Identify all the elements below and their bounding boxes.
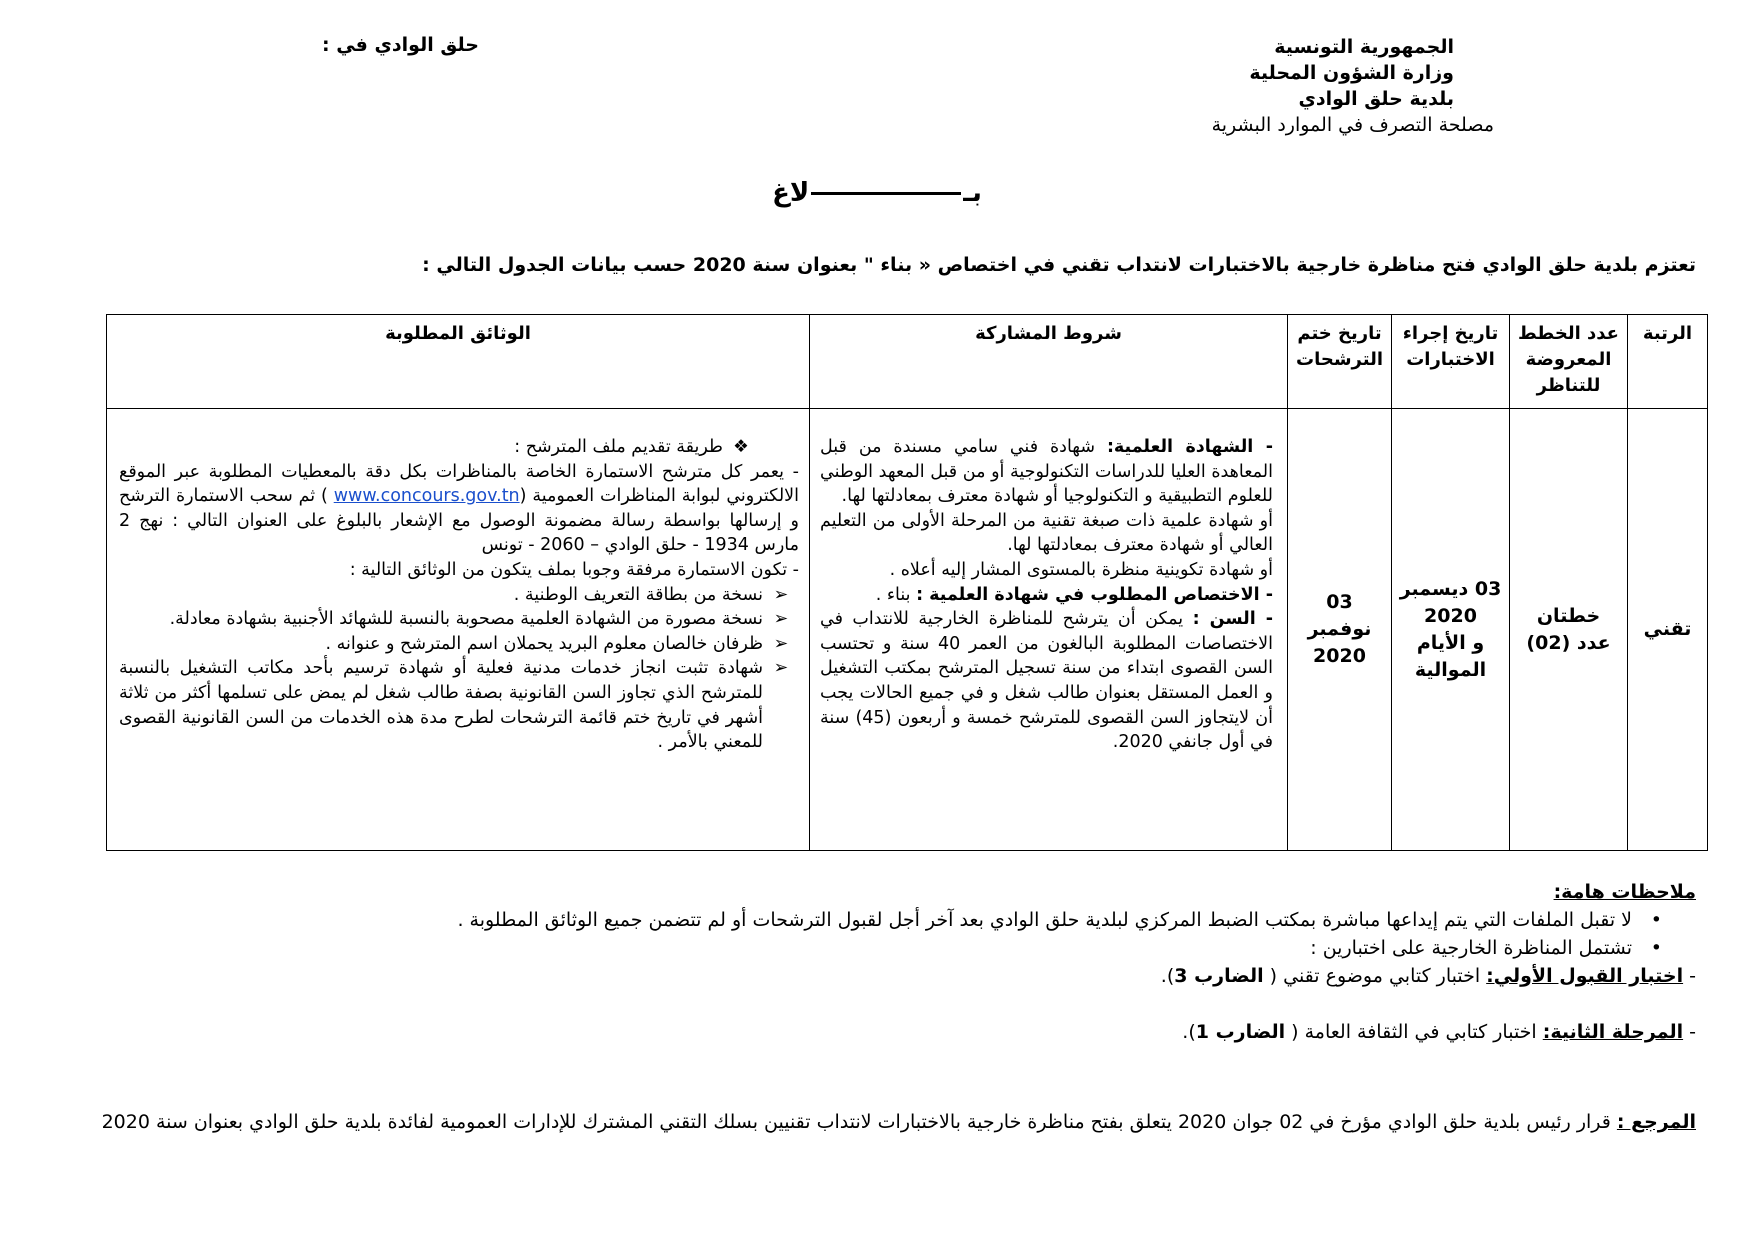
arrow-bullet-icon: ➢ (773, 633, 789, 654)
ministry-name: وزارة الشؤون المحلية (1249, 62, 1454, 84)
cell-conditions (810, 409, 1288, 851)
phase-1 (56, 962, 1696, 990)
phase-2-end: ). (1182, 1021, 1196, 1043)
diploma-label: - الشهادة العلمية: (1106, 437, 1273, 457)
header-closing-date: تاريخ ختم الترشحات (1288, 315, 1392, 409)
intro-text: تعتزم بلدية حلق الوادي فتح مناظرة خارجية بالاختبارات لانتداب تقني في اختصاص « بناء " بعنوان سنة 2020 حسب بيانات الجدول التالي : (422, 254, 1696, 276)
specialty-label: - الاختصاص المطلوب في شهادة العلمية : (916, 584, 1273, 605)
submission-paragraph (119, 460, 799, 558)
cell-documents (107, 409, 810, 851)
title-dash (811, 192, 961, 195)
header-conditions: شروط المشاركة (810, 315, 1288, 409)
phase-2-prefix: - (1683, 1021, 1696, 1043)
closing-year: 2020 (1313, 645, 1366, 667)
competition-table (106, 314, 1708, 851)
plans-count: عدد (02) (1526, 631, 1611, 654)
phase-1-label: اختبار القبول الأولي: (1486, 965, 1684, 987)
header-exam-date: تاريخ إجراء الاختبارات (1392, 315, 1510, 409)
age-text: يمكن أن يترشح للمناظرة الخارجية للانتداب في الاختصاصات المطلوبة البالغون من العمر 40 سنة و تحتسب السن القصوى ابتداء من سنة تسجيل المترشح بمكتب التشغيل و العمل المستقل بعنوان طالب شغل و في جميع الحالات يجب أن لايتجاوز السن القصوى للمترشح خمسة و أربعون (45) سنة في أول جانفي 2020. (820, 609, 1273, 753)
condition-alt-1: أو شهادة علمية ذات صبغة تقنية من المرحلة الأولى من التعليم العالي أو شهادة معترف بمعادلتها لها. (820, 510, 1273, 556)
condition-age (820, 607, 1273, 755)
exam-date-days: الموالية (1414, 658, 1487, 681)
document-item (119, 583, 799, 608)
diamond-bullet-icon: ❖ (733, 437, 749, 457)
document-item-text: نسخة مصورة من الشهادة العلمية مصحوبة بالنسبة للشهائد الأجنبية بشهادة معادلة. (169, 609, 763, 630)
closing-month: نوفمبر (1307, 618, 1372, 640)
document-item-text: شهادة تثبت انجاز خدمات مدنية فعلية أو شهادة ترسيم بأحد مكاتب التشغيل بالنسبة للمترشح الذي تجاوز السن القانونية بصفة طالب شغل لم يمض على تسلمها أكثر من ثلاثة أشهر في تاريخ ختم قائمة الترشحات لطرح مدة هذه الخدمات من السن القانونية القصوى للمعني بالأمر . (119, 658, 763, 753)
letterhead (1114, 34, 1494, 138)
note-text: لا تقبل الملفات التي يتم إيداعها مباشرة بمكتب الضبط المركزي لبلدية حلق الوادي بعد آخر أجل لقبول الترشحات أو لم تتضمن جميع الوثائق المطلوبة . (457, 909, 1632, 931)
title-end: لاغ (772, 178, 810, 208)
document-item (119, 656, 799, 754)
table-header-row (107, 315, 1708, 409)
submission-heading-text: طريقة تقديم ملف المترشح : (514, 437, 723, 457)
plans-value: خطتان (1536, 604, 1601, 627)
phase-1-text: اختبار كتابي موضوع تقني ( (1263, 965, 1487, 987)
reference-label: المرجع : (1616, 1111, 1696, 1133)
bullet-icon: • (1650, 909, 1662, 931)
cell-closing-date (1288, 409, 1392, 851)
diploma-text: شهادة فني سامي مسندة من قبل المعاهدة العليا للدراسات التكنولوجية أو من قبل المعهد الوطني للعلوم التطبيقية و التكنولوجيا أو شهادة معترف بمعادلتها لها. (820, 437, 1273, 507)
condition-specialty (820, 583, 1273, 608)
header-grade: الرتبة (1628, 315, 1708, 409)
note-item (56, 906, 1696, 934)
exam-date-day: 03 ديسمبر (1399, 577, 1502, 600)
condition-alt-2: أو شهادة تكوينية منظرة بالمستوى المشار إليه أعلاه . (889, 559, 1273, 580)
exam-date-following: و الأيام (1416, 631, 1485, 654)
concours-portal-link[interactable]: www.concours.gov.tn (333, 486, 520, 507)
condition-diploma (820, 435, 1273, 509)
phase-1-coefficient: الضارب 3 (1174, 965, 1264, 987)
reference (56, 1108, 1696, 1137)
note-text: تشتمل المناظرة الخارجية على اختبارين : (1310, 937, 1632, 959)
arrow-bullet-icon: ➢ (773, 609, 789, 630)
title-start: بـ (963, 178, 982, 208)
arrow-bullet-icon: ➢ (773, 658, 789, 679)
submission-text-a: - يعمر كل مترشح الاستمارة الخاصة بالمناظرات بكل دقة بالمعطيات المطلوبة عبر الموقع الالكتروني لبوابة المناظرات العمومية ( (119, 461, 799, 507)
header-plans: عدد الخطط المعروضة للتناظر (1510, 315, 1628, 409)
document-item-text: نسخة من بطاقة التعريف الوطنية . (513, 584, 763, 605)
submission-heading (119, 435, 799, 460)
phase-1-prefix: - (1683, 965, 1696, 987)
municipality-name: بلدية حلق الوادي (1298, 88, 1454, 110)
specialty-text: بناء . (875, 584, 917, 605)
grade-value: تقني (1643, 618, 1692, 640)
notes-section (56, 878, 1696, 1046)
bullet-icon: • (1650, 937, 1662, 959)
closing-day: 03 (1326, 591, 1353, 613)
documents-list (119, 583, 799, 755)
phase-2-label: المرحلة الثانية: (1542, 1021, 1684, 1043)
header-documents: الوثائق المطلوبة (107, 315, 810, 409)
cell-grade (1628, 409, 1708, 851)
phase-2-coefficient: الضارب 1 (1195, 1021, 1286, 1043)
cell-exam-date (1392, 409, 1510, 851)
place-date: حلق الوادي في : (322, 34, 479, 56)
reference-text: قرار رئيس بلدية حلق الوادي مؤرخ في 02 جوان 2020 يتعلق بفتح مناظرة خارجية بالاختبارات لانتداب تقنيين بسلك التقني المشترك للإدارات العمومية لفائدة بلدية حلق الوادي بعنوان سنة 2020 (101, 1111, 1617, 1133)
phase-1-end: ). (1160, 965, 1175, 987)
age-label: - السن : (1192, 609, 1274, 630)
document-item (119, 607, 799, 632)
document-item-text: ظرفان خالصان معلوم البريد يحملان اسم المترشح و عنوانه . (325, 633, 763, 654)
phase-2 (56, 1018, 1696, 1046)
table-row (107, 409, 1708, 851)
document-item (119, 632, 799, 657)
phase-2-text: اختبار كتابي في الثقافة العامة ( (1285, 1021, 1543, 1043)
exam-date-year: 2020 (1424, 604, 1477, 627)
page-title (0, 178, 1754, 208)
arrow-bullet-icon: ➢ (773, 584, 789, 605)
note-item (56, 934, 1696, 962)
service-name: مصلحة التصرف في الموارد البشرية (1211, 114, 1494, 136)
republic-name: الجمهورية التونسية (1274, 36, 1454, 58)
attachments-paragraph: - تكون الاستمارة مرفقة وجوبا بملف يتكون من الوثائق التالية : (349, 559, 799, 580)
submission-text-b: ) ثم سحب الاستمارة الترشح و إرسالها بواسطة رسالة مضمونة الوصول مع الإشعار بالبلوغ على العنوان التالي : نهج 2 مارس 1934 - حلق الوادي – 2060 - تونس (119, 486, 799, 556)
notes-heading: ملاحظات هامة: (1553, 881, 1696, 903)
cell-plans (1510, 409, 1628, 851)
